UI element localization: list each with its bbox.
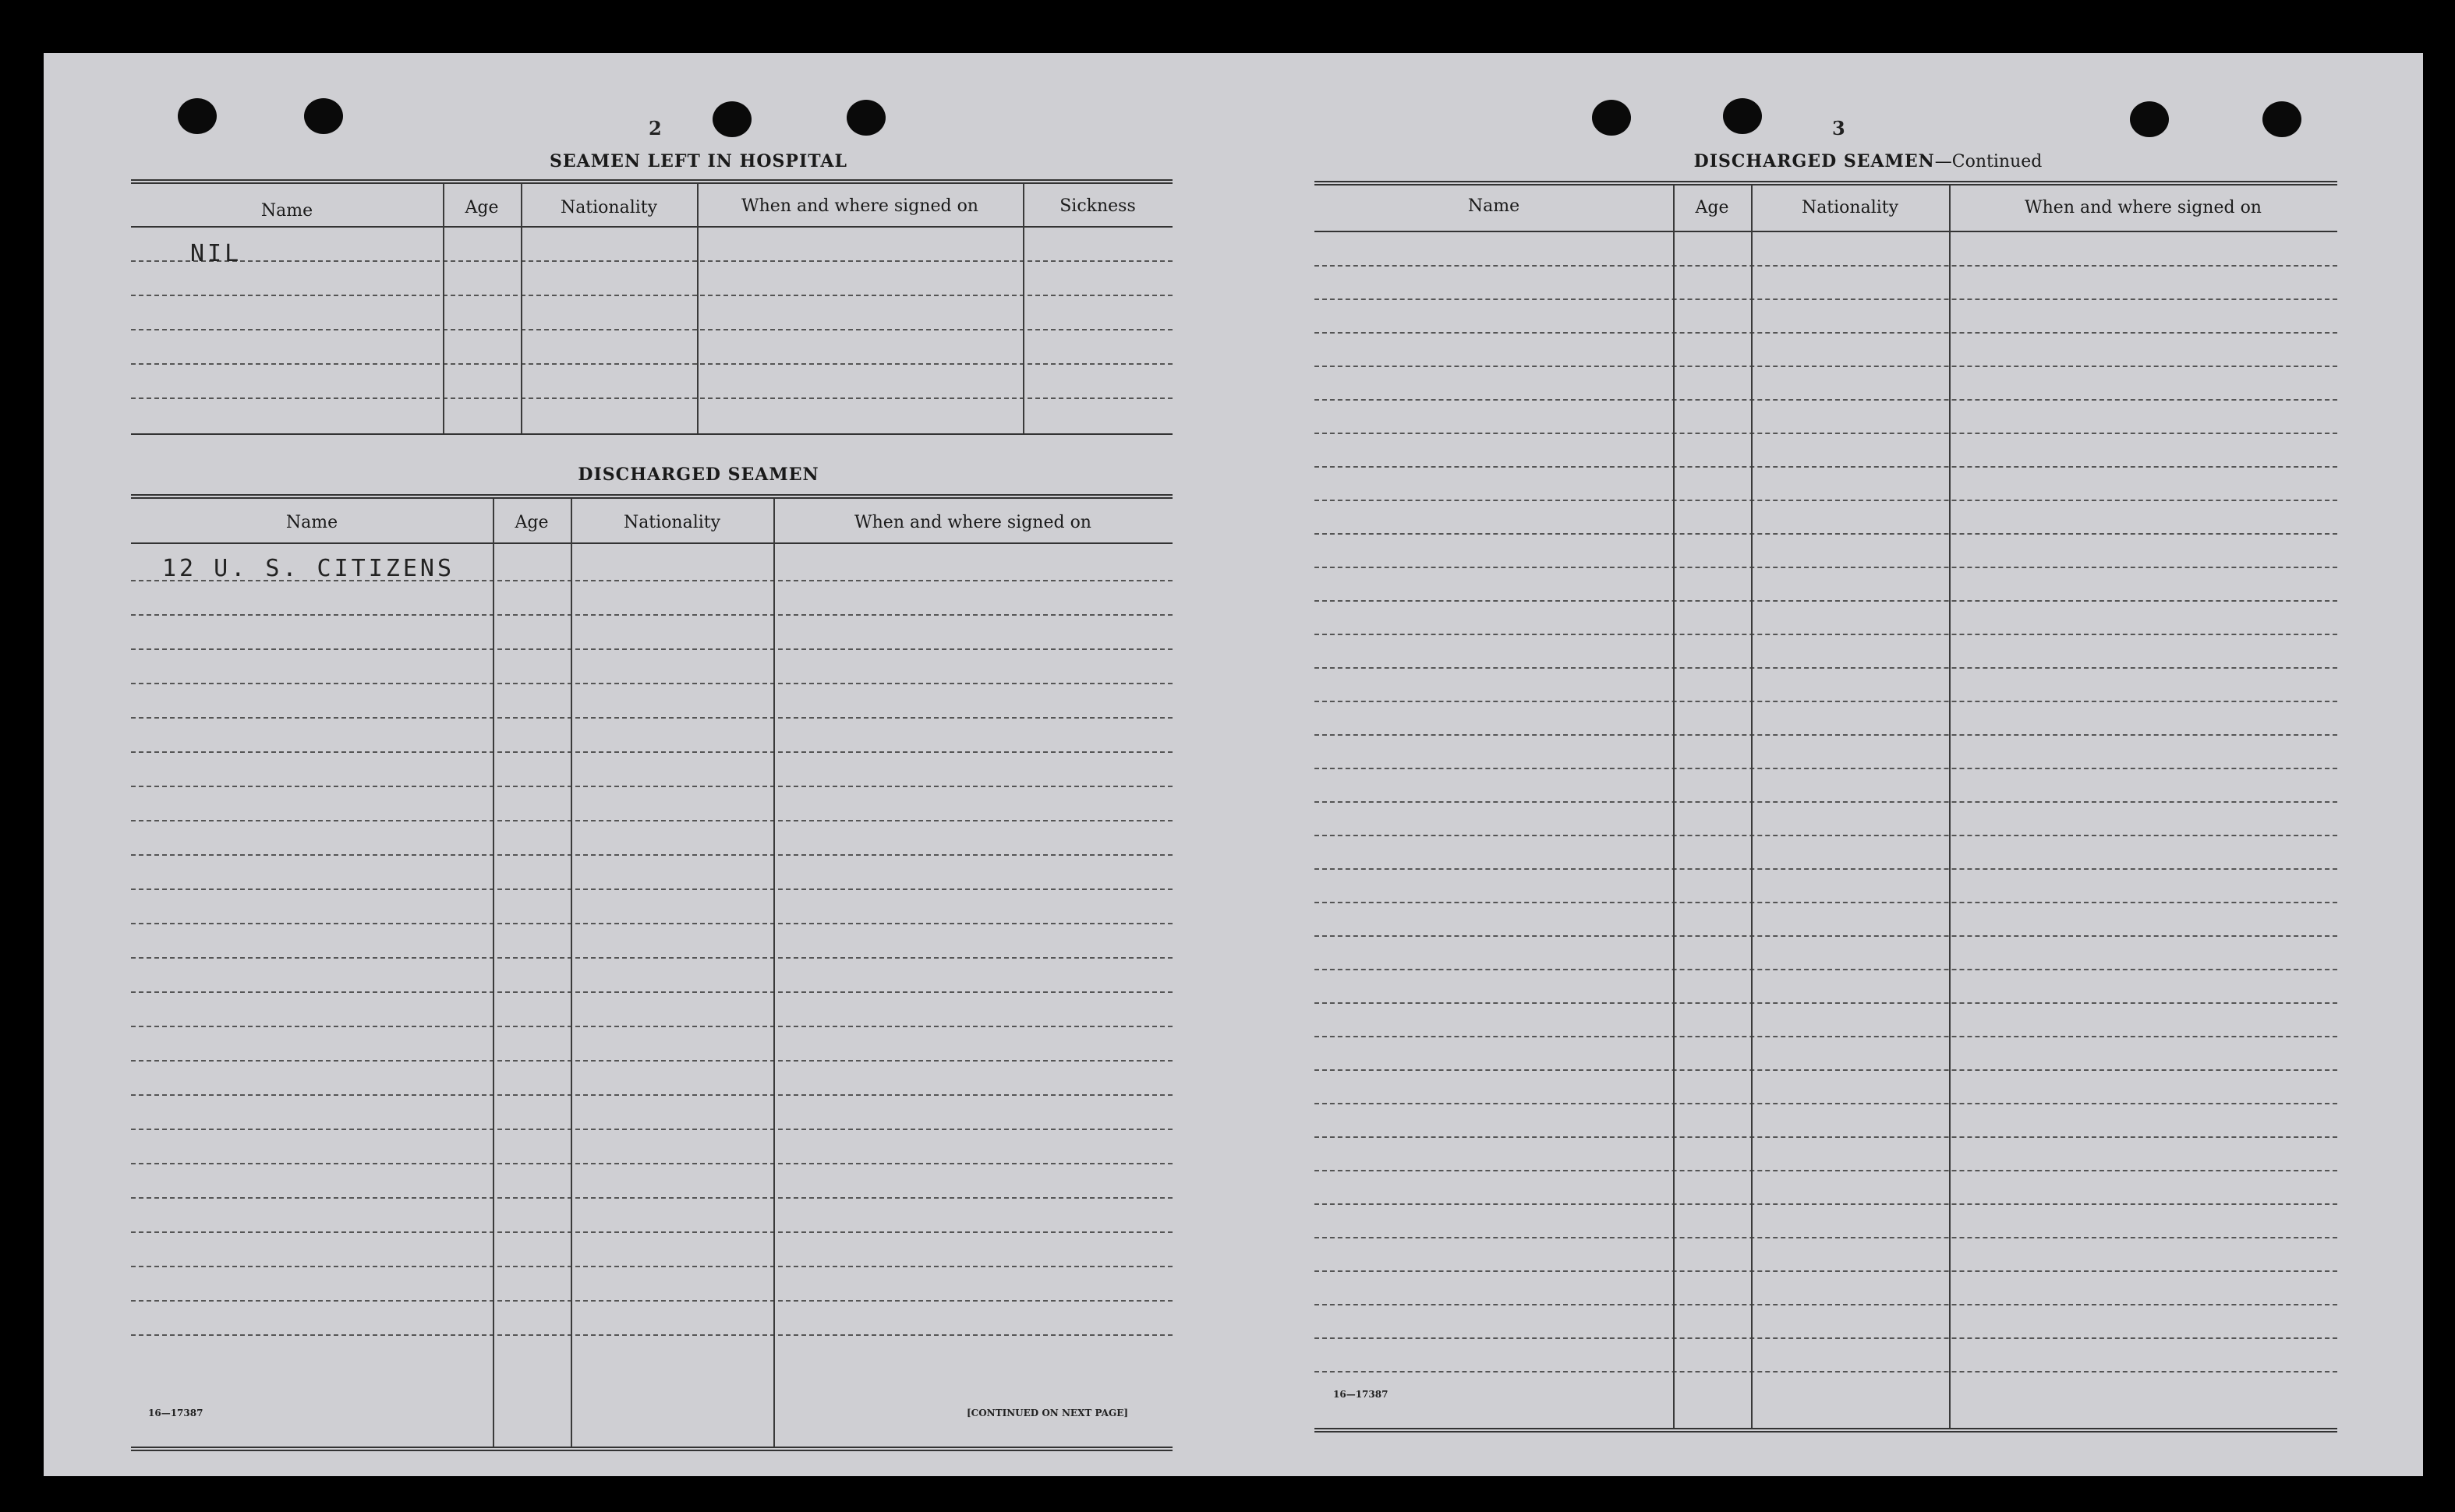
column-header-name: Name	[260, 201, 313, 221]
title-suffix: —Continued	[1934, 152, 2043, 171]
discharged-table	[131, 494, 1173, 1453]
punch-hole	[2130, 101, 2169, 137]
column-header-when-where: When and where signed on	[741, 196, 978, 216]
column-header-when-where: When and where signed on	[2025, 198, 2262, 217]
discharged-section-title: DISCHARGED SEAMEN	[578, 465, 819, 485]
page-number-right: 3	[1832, 117, 1845, 140]
punch-hole	[304, 98, 343, 134]
document-sheet	[44, 53, 2423, 1476]
page-number-left: 2	[649, 117, 662, 140]
column-header-nationality: Nationality	[560, 198, 658, 217]
hospital-entry: NIL	[190, 240, 242, 267]
form-number-left: 16—17387	[148, 1408, 203, 1418]
column-header-when-where: When and where signed on	[854, 513, 1091, 532]
column-header-name: Name	[1467, 196, 1520, 216]
hospital-section-title: SEAMEN LEFT IN HOSPITAL	[550, 151, 847, 171]
discharged-continued-table	[1314, 181, 2337, 1445]
column-header-age: Age	[465, 198, 499, 217]
discharged-continued-title	[1556, 151, 2180, 171]
column-header-name: Name	[285, 513, 338, 532]
punch-hole	[713, 101, 752, 137]
form-number-right: 16—17387	[1333, 1389, 1388, 1400]
column-header-nationality: Nationality	[1801, 198, 1899, 217]
continued-note: [CONTINUED ON NEXT PAGE]	[967, 1408, 1129, 1418]
discharged-entry: 12 U. S. CITIZENS	[162, 555, 455, 582]
column-header-sickness: Sickness	[1059, 196, 1136, 216]
column-header-nationality: Nationality	[623, 513, 721, 532]
title-main: DISCHARGED SEAMEN	[1693, 151, 1935, 171]
punch-hole	[1592, 100, 1631, 136]
punch-hole	[178, 98, 217, 134]
punch-hole	[1723, 98, 1762, 134]
column-header-age: Age	[515, 513, 549, 532]
hospital-table	[131, 179, 1173, 500]
column-header-age: Age	[1695, 198, 1729, 217]
punch-hole	[2262, 101, 2301, 137]
punch-hole	[847, 100, 886, 136]
